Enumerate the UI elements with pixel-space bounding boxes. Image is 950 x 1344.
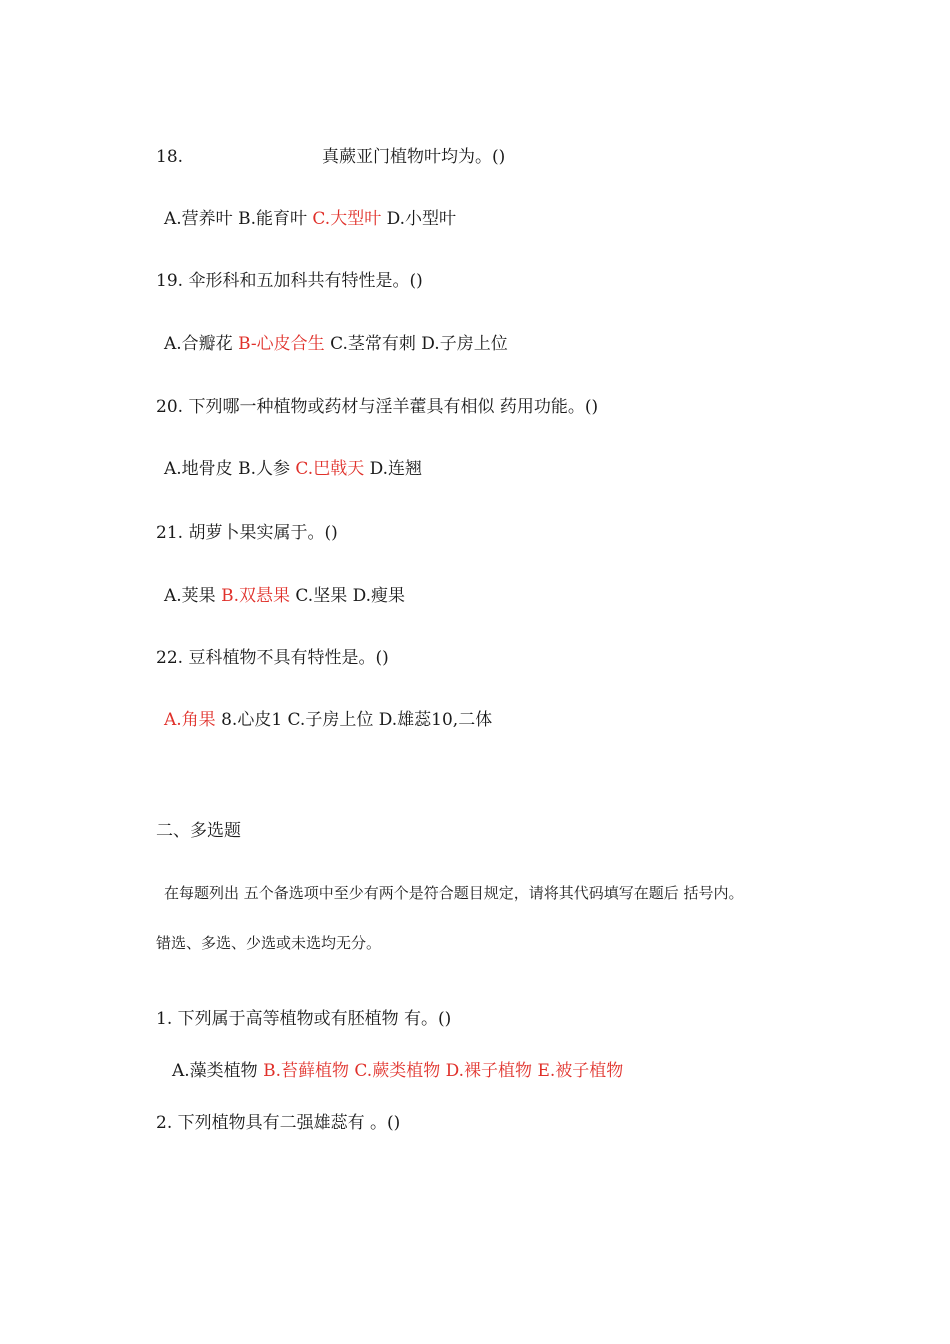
question-22-stem: 22. 豆科植物不具有特性是。(): [156, 648, 389, 668]
question-19-stem: 19. 伞形科和五加科共有特性是。(): [156, 271, 423, 291]
option-c: C.茎常有刺: [330, 334, 416, 354]
question-21-stem: 21. 胡萝卜果实属于。(): [156, 523, 338, 543]
section-2-instruction-line-2: 错选、多选、少选或未选均无分。: [156, 934, 382, 952]
question-18-number: 18.: [156, 147, 184, 167]
option-b: B.能育叶: [238, 209, 307, 229]
option-b-correct: B.苔藓植物: [263, 1061, 349, 1081]
option-d: D.连翘: [369, 459, 423, 479]
option-b: B.人参: [238, 459, 290, 479]
question-20-stem: 20. 下列哪一种植物或药材与淫羊藿具有相似 药用功能。(): [156, 397, 599, 417]
option-c-correct: C.巴戟天: [295, 459, 365, 479]
option-b-correct: B-心皮合生: [238, 334, 325, 354]
question-22-options: [164, 709, 492, 731]
option-e-correct: E.被子植物: [537, 1061, 624, 1081]
option-d: D.雄蕊10,二体: [378, 710, 493, 730]
question-18-options: [164, 208, 456, 230]
option-c-correct: C.蕨类植物: [354, 1061, 441, 1081]
option-a: A.藻类植物: [172, 1061, 258, 1081]
question-20-options: [164, 458, 422, 480]
option-c: C.坚果: [295, 586, 348, 606]
option-a: A.地骨皮: [164, 459, 233, 479]
option-b-c: 8.心皮1 C.子房上位: [221, 710, 374, 730]
section-2-title: 二、多选题: [156, 821, 241, 841]
question-21-options: [164, 585, 405, 607]
option-c-correct: C.大型叶: [312, 209, 382, 229]
option-b-correct: B.双悬果: [221, 586, 290, 606]
option-a: A.荚果: [164, 586, 216, 606]
section-2-instruction-line-1: 在每题列出 五个备选项中至少有两个是符合题目规定，请将其代码填写在题后 括号内。: [164, 884, 744, 902]
option-d: D.瘦果: [352, 586, 406, 606]
option-a: A.合瓣花: [164, 334, 233, 354]
multi-question-1-stem: 1. 下列属于高等植物或有胚植物 有。(): [156, 1009, 452, 1029]
option-a: A.营养叶: [164, 209, 233, 229]
multi-question-2-stem: 2. 下列植物具有二强雄蕊有 。(): [156, 1113, 401, 1133]
question-18-stem: 真蕨亚门植物叶均为。(): [322, 147, 506, 167]
option-d: D.小型叶: [386, 209, 457, 229]
option-d-correct: D.裸子植物: [445, 1061, 533, 1081]
question-19-options: [164, 333, 508, 355]
multi-question-1-options: [172, 1060, 623, 1082]
option-a-correct: A.角果: [164, 710, 216, 730]
option-d: D.子房上位: [421, 334, 508, 354]
